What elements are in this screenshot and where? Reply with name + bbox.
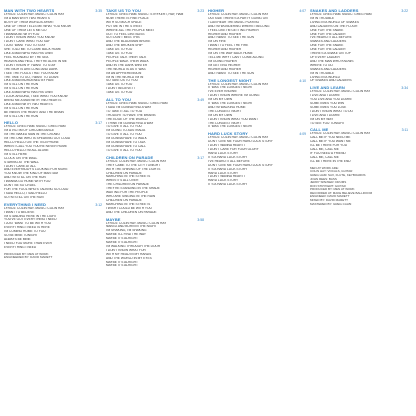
lyric-line: I FEEL LIKE I'M GETTING HIGHER bbox=[208, 28, 259, 32]
lyric-line: I WANNA GO HOME WITH YOU bbox=[4, 180, 51, 184]
lyric-line: YOU'VE GOT EVERYTHING I NEED bbox=[4, 218, 57, 222]
lyric-line: LYRICS: COLIN HAY. MUSIC: COLIN HAY bbox=[310, 132, 371, 136]
lyric-line: ONE FOR THE LADDER bbox=[310, 32, 346, 36]
song-block bbox=[106, 97, 204, 153]
lyric-line: TO GIVE IT ALL TO YOU bbox=[106, 133, 142, 137]
song-title: HIGHER bbox=[208, 8, 225, 13]
lyric-line: I'M STILL ON THE RUN bbox=[4, 114, 39, 118]
lyric-line: WITH SO MUCH SPACE bbox=[106, 20, 142, 24]
lyric-line: AND THE WORLD IN MY EYES bbox=[106, 256, 152, 260]
lyric-line: AND THE BLACKMAN BROKE bbox=[106, 40, 151, 44]
lyric-line: WHEN I CALL YOU YOU'RE NEVER HOME bbox=[4, 145, 68, 148]
lyric-line: AND THE MAN WHO KNOWS bbox=[310, 59, 354, 63]
lyric-line: I'M SHAKING, I'M SHAKING bbox=[106, 229, 147, 233]
lyric-line: TAKE US TO YOU bbox=[106, 83, 133, 87]
lyric-line: ALWAYS BE MINE bbox=[4, 237, 31, 241]
song-title: MAN WITH TWO HEARTS bbox=[4, 8, 55, 13]
lyric-line: SO BE MINE TONIGHT bbox=[4, 234, 38, 238]
lyric-line: IT WAS THE LONGEST NIGHT bbox=[208, 125, 253, 129]
lyric-line: I'VE HEARD IT ALL BEFORE bbox=[208, 159, 250, 163]
lyric-line: I LIVE AND I LEARN bbox=[310, 113, 340, 117]
lyric-line: I THINK I'M GONNA FIND A WAY bbox=[106, 121, 154, 125]
lyric-line: I DON'T CARE FOR YOUR GLORY bbox=[208, 148, 259, 152]
lyric-line: PEOPLE WALK THEIR WALK bbox=[106, 59, 149, 63]
lyric-line: CLOCK ON THE WALL bbox=[4, 156, 38, 160]
lyric-line: EVERYTHING I NEED bbox=[4, 245, 37, 249]
lyric-line: I'M STANDING HERE IN THE LIGHT bbox=[4, 214, 57, 218]
song-duration: 4:09 bbox=[299, 132, 306, 137]
lyric-line: TAKE US TO YOU bbox=[106, 91, 133, 95]
lyric-line: HELLO HELLO I'M ALL ALONE bbox=[4, 148, 49, 152]
lyric-line: MAYBE IT'S ALRIGHT bbox=[106, 241, 138, 245]
lyric-line: LYRICS: COLIN HAY. MUSIC: COLIN HAY bbox=[208, 13, 269, 16]
lyric-line: MAYBE IT'S ALRIGHT bbox=[106, 260, 138, 264]
lyric-line: HARD LUCK STORY bbox=[208, 179, 239, 183]
lyric-line: I LOOK AROUND, I SEE WHAT YOU KNOW bbox=[4, 95, 68, 99]
lyric-line: I LIVE AND I LEARN bbox=[310, 94, 340, 98]
lyric-line: MAYBE IT'S ALRIGHT bbox=[106, 237, 138, 241]
lyric-line: I'LL BE THERE FOR YOU bbox=[310, 144, 348, 148]
credit-line: ENGINEER: DAVID MARETT bbox=[310, 195, 350, 199]
lyric-line: I CAN HEAR THE MUSIC PLAYING bbox=[208, 20, 260, 24]
lyric-line: DON'T BE SO CRUEL bbox=[4, 184, 36, 188]
lyric-line: CALL ME IF YOU NEED ME bbox=[310, 136, 351, 140]
lyric-line: I DON'T KNOW WHAT FOR bbox=[106, 248, 146, 252]
credit-line: MEN AT WORK ARE: bbox=[310, 166, 339, 170]
lyric-line: LYRICS: COLIN HAY. MUSIC: COLIN HAY bbox=[208, 136, 269, 140]
lyric-line: I DON'T KNOW WHAT TO DO bbox=[310, 109, 353, 113]
lyric-line: OUTSIDE THERE'S A PARTY GOING ON bbox=[208, 16, 268, 20]
lyric-line: I DON'T KNOW WHAT YOU KNOW bbox=[4, 36, 55, 40]
lyric-line: BETWEEN THE HEART AND THE BRAIN bbox=[4, 110, 64, 114]
lyric-line: PEOPLE TALK THEIR TALK bbox=[106, 55, 147, 59]
lyric-line: LYRICS: COLIN HAY. MUSIC: COLIN HAY bbox=[310, 90, 371, 94]
lyric-line: I'M STILL ON THE RUN bbox=[4, 106, 39, 110]
lyric-line: I DON'T KNOW IF I WANT TO STAY bbox=[4, 63, 56, 67]
lyric-line: I'M ON MY WAY bbox=[310, 117, 334, 121]
lyric-line: I'M STILL ON THE RUN bbox=[4, 83, 39, 87]
song-title: HELLO bbox=[4, 120, 19, 126]
lyric-line: I'M ON MY OWN bbox=[208, 113, 233, 117]
lyric-line: IT'S A HARD LUCK STORY bbox=[208, 155, 248, 159]
lyric-line: WHERE ALL THE PEOPLE MEET bbox=[106, 28, 155, 32]
lyric-line: THEY'RE STANDING IN THE SHADE bbox=[106, 187, 160, 191]
lyric-line: THE LONGEST NIGHT bbox=[208, 109, 242, 113]
lyric-line: CALL ME, CALL ME bbox=[310, 155, 339, 159]
song-block bbox=[4, 8, 102, 118]
lyric-line: I'M A VICTIM OF CIRCUMSTANCE bbox=[4, 129, 55, 133]
lyric-line: ONE FOR THE SNAKE bbox=[310, 28, 344, 32]
lyric-line: I DON'T WANNA HEAR IT bbox=[208, 175, 246, 179]
lyric-line: SO I DON'T MISS THIS bbox=[106, 36, 140, 40]
lyric-line: ONE OF THEM LETS ME GO bbox=[4, 28, 47, 32]
lyric-line: THEY CAME TO THE CITY TONIGHT bbox=[106, 163, 161, 167]
song-block bbox=[310, 127, 408, 163]
lyric-line: I'M A MAN WITH TWO HEARTS bbox=[4, 16, 50, 20]
lyric-line: I'M GONNA HAVE TO CALL bbox=[106, 145, 146, 148]
song-duration: 3:49 bbox=[197, 98, 204, 103]
lyric-line: THE TIME TO GO, I WANT TO LEAVE bbox=[4, 75, 59, 79]
lyric-line: I WANT TO FEEL THE FIRE bbox=[208, 44, 249, 48]
lyric-line: I DON'T WANNA HEAR IT bbox=[208, 144, 246, 148]
lyric-line: I WANT TO BELIEVE bbox=[4, 210, 35, 214]
song-duration: 3:11 bbox=[401, 128, 408, 133]
song-duration: 4:07 bbox=[299, 9, 306, 13]
lyric-line: IT'S A HARD LUCK STORY bbox=[208, 167, 248, 171]
lyric-line: THE WORLD IS AS IT WAS bbox=[106, 67, 146, 71]
lyric-line: OF EVERY LADDER bbox=[310, 55, 340, 59]
lyric-line: I WANNA BE WITH YOU bbox=[4, 32, 40, 36]
song-block bbox=[208, 78, 306, 130]
lyric-line: TAKE US TO YOU bbox=[106, 48, 133, 52]
lyric-line: LIVING IN A WORLD bbox=[310, 75, 340, 79]
lyric-line: I'VE EVER KNOWN bbox=[208, 90, 237, 94]
lyric-line: THERE'S A SNAKE ON TOP bbox=[310, 52, 351, 56]
lyric-line: I'M ON FIRE bbox=[208, 40, 226, 44]
lyric-line: LYRICS: COLIN HAY. MUSIC: COLIN HAY bbox=[4, 206, 65, 210]
lyric-line: HIGHER AND HIGHER bbox=[208, 32, 242, 36]
lyric-line: I'LL BE THERE IN THE END bbox=[310, 159, 351, 163]
lyric-line: SHE TOLD ME TO COME BACK HOME bbox=[4, 48, 62, 52]
lyric-line: I'M GETTING HIGHER bbox=[208, 63, 241, 67]
credit-line: COLIN HAY: VOCALS, GUITAR bbox=[310, 170, 353, 174]
lyric-line: THE EDGE OF THE WORLD bbox=[106, 117, 148, 121]
lyric-line: I'M ON MY OWN bbox=[208, 98, 233, 102]
lyric-line: BOTH OF THEM WORLDS APART bbox=[4, 20, 54, 24]
lyric-line: WHERE TO GO bbox=[310, 63, 333, 67]
lyric-line: I'M IN THE WORLD I'M IN bbox=[106, 75, 144, 79]
lyric-line: I SAID I'M GONNA FIND A WAY bbox=[106, 105, 152, 109]
lyric-line: YOU LIVE AND YOU LEARN bbox=[310, 98, 352, 102]
song-duration: 3:12 bbox=[95, 202, 102, 207]
lyric-line: OF SNAKES AND LADDERS bbox=[310, 79, 352, 83]
lyric-line: IF YOU NEED A FRIEND bbox=[310, 152, 346, 155]
lyric-line: HIGHER AND HIGHER bbox=[208, 48, 242, 52]
song-block bbox=[310, 8, 408, 83]
lyric-line: MAYBE I'LL FIND THE WAY bbox=[106, 233, 147, 237]
lyric-line: I'M GONNA HAVE TO TALK bbox=[106, 141, 146, 145]
lyric-line: I SEE THE FOOLS THAT YOU KNOW bbox=[4, 71, 59, 75]
lyric-line: TELL ME WHY I CAN'T COME ALONG bbox=[208, 55, 264, 59]
lyric-line: YOU KNOW THE KIND OF MAN I AM bbox=[4, 172, 58, 176]
song-duration: 3:22 bbox=[401, 9, 408, 13]
lyric-line: WITH MY HEAD IN MY HANDS bbox=[106, 252, 152, 256]
lyrics-column-2 bbox=[106, 8, 204, 410]
lyric-line: WITH THE SHINING OF THE LIGHTS bbox=[106, 167, 161, 171]
lyric-line: HELLO HELLO ON THE TELEPHONE bbox=[4, 141, 59, 145]
lyric-line: STARING AT THE WALL bbox=[4, 160, 40, 164]
song-block bbox=[208, 131, 306, 187]
lyric-line: TO GIVE IT ALL TO YOU bbox=[106, 125, 142, 129]
lyric-line: SOMETIMES YOU LOSE bbox=[310, 105, 347, 109]
lyric-line: ONE FOR THE LADDER bbox=[310, 48, 346, 52]
lyric-line: LYRICS: GREG HAM. MUSIC: STRYKERT, HAY, HAM bbox=[106, 13, 184, 16]
lyric-line: NOW THERE IS FINE PLACE bbox=[106, 16, 149, 20]
lyric-line: I JUST WANT YOU TO STAY bbox=[4, 44, 46, 48]
lyric-line: ONE FOR THE SNAKE bbox=[310, 44, 344, 48]
lyric-line: WAITING FOR THE PEOPLE bbox=[106, 191, 148, 195]
lyric-line: I'M THE NAKED MAN IN THE CROWD bbox=[4, 133, 60, 137]
song-title: MAYBE bbox=[106, 216, 121, 222]
lyric-line: I'M GOING TO AUSTRALIA bbox=[106, 129, 146, 133]
lyric-line: CHILDREN ON PARADE bbox=[106, 198, 142, 202]
lyric-line: NAKED AND BORN IN THE NIGHT bbox=[106, 225, 157, 229]
credit-line: GREG HAM: SAX, FLUTE, KEYBOARDS bbox=[310, 173, 366, 177]
lyric-line: I'M GONNA HAVE TO WALK bbox=[106, 137, 147, 141]
lyric-line: I DON'T BELIEVE IT bbox=[106, 87, 136, 91]
lyric-line: MARCHING IN THE STREETS bbox=[106, 175, 151, 179]
lyric-line: FOR THE FOOL WHO'S TALKING SO LOUD bbox=[4, 187, 69, 191]
lyric-line: I'M STILL HERE bbox=[4, 152, 28, 156]
lyric-line: I DON'T CARE AT ALL bbox=[4, 164, 36, 168]
lyric-line: LIVING IN A WORLD OF SNAKES bbox=[310, 20, 360, 24]
song-title: ALL TO YOU bbox=[106, 97, 132, 103]
lyric-line: IT WAS THE LONGEST NIGHT bbox=[208, 86, 253, 90]
lyric-line: AND THE BROKEN SHIP bbox=[106, 44, 143, 48]
lyric-line: I DON'T KNOW WHERE I'M GOING bbox=[208, 94, 260, 98]
lyric-line: I'M AN APPREHENSION bbox=[106, 71, 142, 75]
lyric-line: SNAKES AND LADDERS bbox=[310, 40, 347, 44]
lyric-line: I DON'T KNOW WHAT YOU WANT bbox=[208, 117, 259, 121]
lyric-line: I'M IN TROUBLE bbox=[310, 16, 335, 20]
lyric-line: GOT TO FEEL LIKE BLISS bbox=[106, 32, 145, 36]
lyric-line: I DON'T CARE WHAT YOU SAY bbox=[4, 40, 50, 44]
credit-line: PRODUCED BY: MEN AT WORK bbox=[4, 252, 49, 256]
song-block bbox=[106, 217, 204, 269]
lyric-line: AND I WANT TO SEE THE SUN bbox=[208, 36, 254, 40]
lyric-line: HEAVEN AND HELL THEY'RE ALIVE IN ME bbox=[4, 59, 67, 63]
lyric-line: AND LADDERS ON THE FLOOR bbox=[310, 24, 358, 28]
lyric-line: DON'T GIVE ME YOUR HARD LUCK STORY bbox=[208, 140, 273, 144]
lyric-line: THE CHILDREN ON PARADE bbox=[106, 183, 149, 187]
lyric-line: SNAKES AND LADDERS bbox=[310, 67, 347, 71]
song-block bbox=[310, 85, 408, 125]
lyric-line: I NEED YOU MORE THAN EVER bbox=[4, 241, 52, 245]
lyric-line: LYRICS: COLIN HAY. MUSIC: COLIN HAY bbox=[4, 13, 65, 16]
song-block bbox=[106, 8, 204, 95]
lyric-line: AND EVERYBODY'S LOOKING FOR MORE bbox=[4, 168, 68, 172]
lyric-line: LYRICS: GREG HAM. MUSIC: GREG HAM bbox=[106, 102, 168, 106]
lyric-line: LYRICS: GREG HAM. MUSIC: GREG HAM bbox=[310, 13, 372, 16]
lyric-line: LYRICS: COLIN HAY. MUSIC: COLIN HAY bbox=[208, 82, 269, 86]
lyric-line: BRING ME A MAN WITH TWO HEARTS bbox=[4, 98, 62, 102]
song-block bbox=[106, 155, 204, 215]
lyric-line: ONE OF THEM TELLS ME WHAT YOU KNOW bbox=[4, 24, 71, 28]
lyric-line: LIKE A MAN WITH TWO HEARTS bbox=[4, 102, 53, 106]
lyric-line: TO TAKE IT ALL TO YOU bbox=[106, 109, 143, 113]
lyric-line: SO TAKE US TO YOU bbox=[106, 79, 138, 83]
song-block bbox=[4, 120, 102, 199]
song-title: CHILDREN ON PARADE bbox=[106, 154, 154, 160]
lyric-line: CALL ME, CALL ME bbox=[310, 148, 339, 152]
lyric-line: I'M COMING HOME TO YOU bbox=[4, 230, 46, 234]
lyric-line: IT WAS THE LONGEST NIGHT bbox=[208, 102, 253, 106]
lyric-line: LIKE A MAN WHO HAS HIS OWN bbox=[4, 91, 53, 95]
song-block bbox=[208, 8, 306, 76]
lyric-line: CALL ME IF YOU WANT ME bbox=[310, 140, 351, 144]
lyric-line: HIGHER AND HIGHER bbox=[208, 67, 242, 71]
lyric-line: LIKE A MAN BURDENED BY PAIN bbox=[4, 79, 54, 83]
credit-line: JERRY SPEISER: DRUMS bbox=[310, 181, 347, 185]
lyric-line: HARD LUCK STORY bbox=[208, 152, 239, 155]
song-title: EVERYTHING I NEED bbox=[4, 201, 47, 207]
song-duration: 3:35 bbox=[95, 9, 102, 13]
lyric-line: LIKE A MAN WHO HAS HIS OWN bbox=[4, 52, 53, 56]
song-title: HARD LUCK STORY bbox=[208, 131, 248, 137]
lyric-line: TAKE US TO YOU bbox=[106, 52, 133, 56]
song-duration: 4:10 bbox=[299, 78, 306, 83]
lyric-line: I SAID HELLO, I SAID HELLO bbox=[4, 191, 47, 195]
lyric-line: I'M ON THE WAY BACK HOME bbox=[208, 52, 253, 56]
lyric-line: I'M WALKING THROUGH THE DOOR bbox=[106, 244, 161, 248]
credit-line: PRODUCED BY: MEN AT WORK bbox=[310, 188, 355, 192]
lyric-line: HARD LUCK STORY bbox=[208, 171, 239, 175]
lyric-line: SO I'M STILL ON THE RUN bbox=[4, 195, 44, 199]
lyric-line: IT'S A HARD LUCK STORY bbox=[208, 183, 248, 187]
lyric-line: WHEN IT'S ALL OVER bbox=[106, 179, 139, 183]
credit-line: RON STRYKERT: GUITAR bbox=[310, 184, 346, 188]
credit-line: MASTERED BY: GREG CALBI bbox=[310, 202, 352, 206]
lyric-line: AND I'M STILL ON THE RUN bbox=[4, 176, 46, 180]
lyric-line: FEEL ROUNDED BY THE SEA bbox=[4, 55, 49, 59]
lyric-line: I'M STILL ON THE RUN bbox=[4, 87, 39, 91]
lyric-line: AND IN THE DARK WINTER bbox=[106, 63, 148, 67]
lyric-line: TO GIVE IT ALL TO YOU bbox=[106, 148, 142, 152]
credit-line: RECORDED AT: MAKE BELIEVE BALLROOM bbox=[310, 191, 373, 195]
lyric-line: I JUST WANT TO BE WITH YOU bbox=[4, 222, 51, 226]
lyric-line: AND I'M WONDERING WHERE I BELONG bbox=[208, 24, 270, 28]
song-title: TAKE US TO YOU bbox=[106, 8, 141, 13]
credit-line: ENGINEERED BY: DAVID MARETT bbox=[4, 256, 53, 260]
lyric-line: MAYBE IT'S ALRIGHT bbox=[106, 264, 138, 268]
credit-line: JOHN REES: BASS bbox=[310, 177, 337, 181]
lyrics-column-1 bbox=[4, 8, 102, 410]
credits-block bbox=[4, 253, 102, 260]
lyric-line: PUT ME IN THE STREET bbox=[106, 24, 143, 28]
lyric-line: I'M THE ONE WHO IS SPEAKING OUT LOUD bbox=[4, 137, 71, 141]
song-duration: 3:58 bbox=[197, 217, 204, 222]
lyrics-column-4 bbox=[310, 8, 408, 410]
lyric-line: DON'T GIVE ME YOUR HARD LUCK STORY bbox=[208, 163, 273, 167]
credits-block bbox=[310, 167, 408, 207]
lyric-line: MARCHING IN THE STREETS bbox=[106, 202, 151, 206]
lyric-line: LYRICS: COLIN HAY. MUSIC: COLIN HAY bbox=[106, 159, 167, 163]
song-duration: 3:23 bbox=[197, 9, 204, 13]
lyric-line: WHO ARE SINGING IN THE RAIN bbox=[106, 194, 156, 198]
song-block bbox=[4, 202, 102, 250]
lyric-line: I'M GOING HIGHER bbox=[208, 59, 237, 63]
lyric-line: I WISH I COULD BE WITH YOU bbox=[106, 206, 152, 210]
lyric-line: I'M IN TROUBLE bbox=[310, 71, 335, 75]
lyric-line: CHILDREN ON PARADE bbox=[106, 171, 142, 175]
lyric-line: THOUGHT I'D HAVE THE BRAINS bbox=[106, 113, 156, 117]
song-duration: 3:17 bbox=[197, 155, 204, 160]
song-title: CALL ME bbox=[310, 127, 329, 133]
song-duration: 3:17 bbox=[95, 121, 102, 126]
lyric-line: TO SEE YOU TONIGHT bbox=[310, 121, 345, 125]
credit-line: MIXED BY: DAVID MARETT bbox=[310, 199, 348, 203]
lyric-line: AND THE CHILDREN ON PARADE bbox=[106, 210, 157, 214]
lyric-line: AND I WANT TO SEE THE SUN bbox=[208, 71, 254, 75]
song-title: SNAKES AND LADDERS bbox=[310, 8, 359, 13]
song-duration: 3:34 bbox=[401, 86, 408, 91]
lyric-line: SOMETIMES YOU WIN bbox=[310, 102, 344, 106]
lyric-line: LYRICS: COLIN HAY. MUSIC: COLIN HAY bbox=[106, 221, 167, 225]
lyric-line: I'VE HEARD IT ALL BEFORE bbox=[310, 36, 352, 40]
lyric-line: THE LONGEST NIGHT bbox=[208, 121, 242, 125]
lyric-line: AND I'M WALKING HOME bbox=[208, 105, 246, 109]
lyric-line: THE NIGHTS ARE LONG AND DARK bbox=[4, 67, 58, 71]
lyrics-column-3 bbox=[208, 8, 306, 410]
lyric-line: LYRICS: GREG HAM. MUSIC: GREG HAM bbox=[4, 125, 66, 129]
lyric-line: EVERYTHING I NEED IS HERE bbox=[4, 226, 50, 230]
song-title: LIVE AND LEARN bbox=[310, 85, 345, 91]
song-title: THE LONGEST NIGHT bbox=[208, 77, 252, 83]
